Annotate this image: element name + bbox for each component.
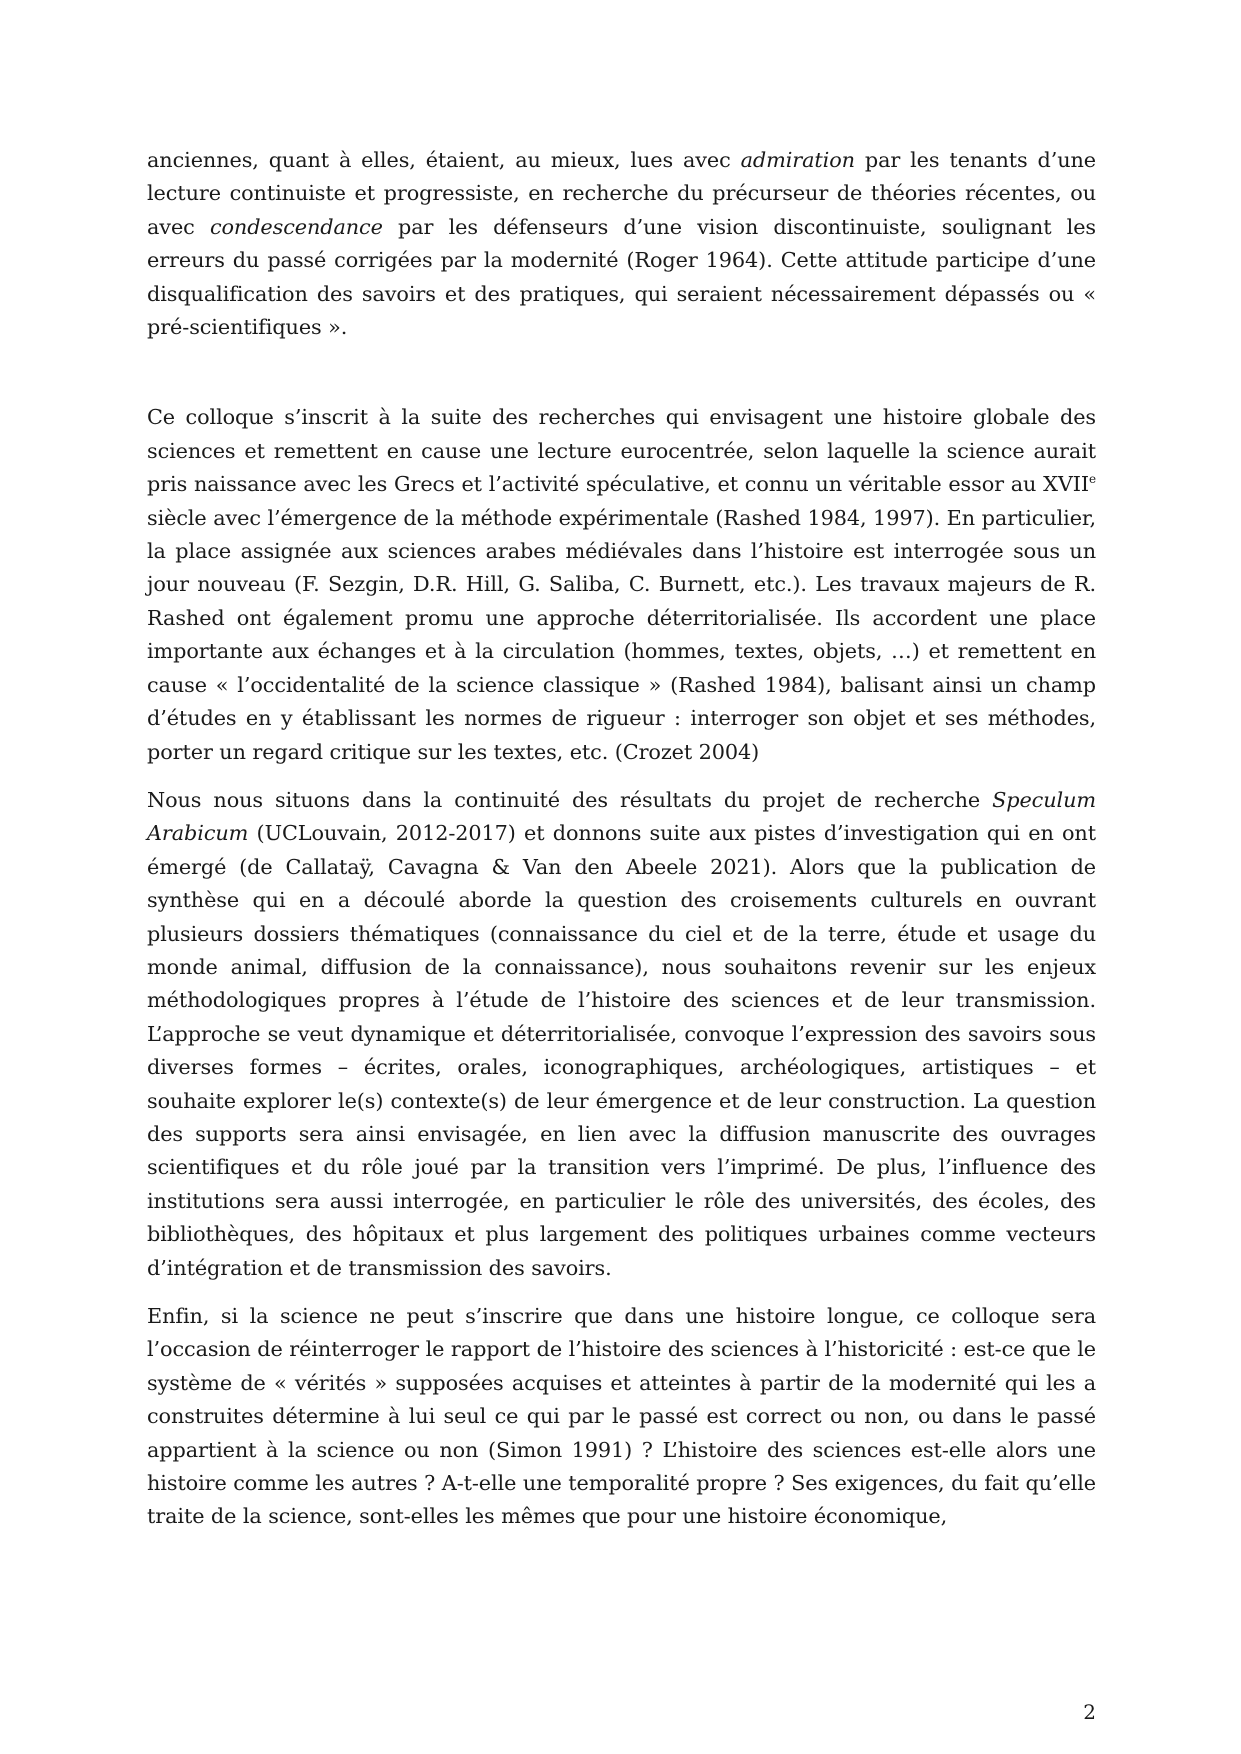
paragraph-2 bbox=[147, 401, 1096, 768]
emphasis-admiration: admiration bbox=[740, 148, 855, 172]
paragraph-1-part-c: par les défenseurs d’une vision discontinuiste, soulignant les erreurs du passé corrigées par la modernité (Roger 1964). Cette attitude participe d’une disqualification des savoirs et des pratiques, qui seraient nécessairement dépassés ou « pré-scientifiques ». bbox=[147, 214, 1097, 340]
paragraph-3-part-b: (UCLouvain, 2012-2017) et donnons suite aux pistes d’investigation qui en ont émergé (de Callataÿ, Cavagna & Van den Abeele 2021). Alors que la publication de synthèse qui en a découlé aborde la question des croisements culturels en ouvrant plusieurs dossiers thématiques (connaissance du ciel et de la terre, étude et usage du monde animal, diffusion de la connaissance), nous souhaitons revenir sur les enjeux méthodologiques propres à l’étude de l’histoire des sciences et de leur transmission. L’approche se veut dynamique et déterritorialisée, convoque l’expression des savoirs sous diverses formes – écrites, orales, iconographiques, archéologiques, artistiques – et souhaite explorer le(s) contexte(s) de leur émergence et de leur construction. La question des supports sera ainsi envisagée, en lien avec la diffusion manuscrite des ouvrages scientifiques et du rôle joué par la transition vers l’imprimé. De plus, l’influence des institutions sera aussi interrogée, en particulier le rôle des universités, des écoles, des bibliothèques, des hôpitaux et plus largement des politiques urbaines comme vecteurs d’intégration et de transmission des savoirs. bbox=[147, 821, 1096, 1280]
emphasis-condescendance: condescendance bbox=[209, 214, 383, 239]
paragraph-2-part-a: Ce colloque s’inscrit à la suite des recherches qui envisagent une histoire globale des sciences et remettent en cause une lecture eurocentrée, selon laquelle la science aurait pris naissance avec les Grecs et l’activité spéculative, et connu un véritable essor au XVII bbox=[147, 405, 1096, 497]
paragraph-1-part-b: par les tenants d’une lecture continuiste et progressiste, en recherche du précurseur de théories récentes, ou avec bbox=[147, 148, 1096, 239]
paragraph-1 bbox=[147, 144, 1096, 344]
paragraph-3 bbox=[147, 784, 1096, 1285]
superscript-e: e bbox=[1088, 472, 1096, 487]
paragraph-4 bbox=[147, 1300, 1096, 1534]
body-text bbox=[147, 144, 1096, 1534]
paragraph-3-part-a: Nous nous situons dans la continuité des résultats du projet de recherche bbox=[147, 787, 993, 812]
project-title-speculum-arabicum: Speculum Arabicum bbox=[147, 787, 1096, 846]
paragraph-4-part-a: Enfin, si la science ne peut s’inscrire que dans une histoire longue, ce colloque sera l’occasion de réinterroger le rapport de l’histoire des sciences à l’historicité : est-ce que le système de « vérités » supposées acquises et atteintes à partir de la modernité qui les a construites détermine à lui seul ce qui par le passé est correct ou non, ou dans le passé appartient à la science ou non (Simon 1991) ? L’histoire des sciences est-elle alors une histoire comme les autres ? A-t-elle une temporalité propre ? Ses exigences, du fait qu’elle traite de la science, sont-elles les mêmes que pour une histoire économique, bbox=[147, 1304, 1096, 1529]
paragraph-2-part-b: siècle avec l’émergence de la méthode expérimentale (Rashed 1984, 1997). En particulier, la place assignée aux sciences arabes médiévales dans l’histoire est interrogée sous un jour nouveau (F. Sezgin, D.R. Hill, G. Saliba, C. Burnett, etc.). Les travaux majeurs de R. Rashed ont également promu une approche déterritorialisée. Ils accordent une place importante aux échanges et à la circulation (hommes, textes, objets, …) et remettent en cause « l’occidentalité de la science classique » (Rashed 1984), balisant ainsi un champ d’études en y établissant les normes de rigueur : interroger son objet et ses méthodes, porter un regard critique sur les textes, etc. (Crozet 2004) bbox=[147, 505, 1096, 764]
page-number: 2 bbox=[1083, 1700, 1096, 1724]
paragraph-1-part-a: anciennes, quant à elles, étaient, au mieux, lues avec bbox=[147, 148, 741, 172]
